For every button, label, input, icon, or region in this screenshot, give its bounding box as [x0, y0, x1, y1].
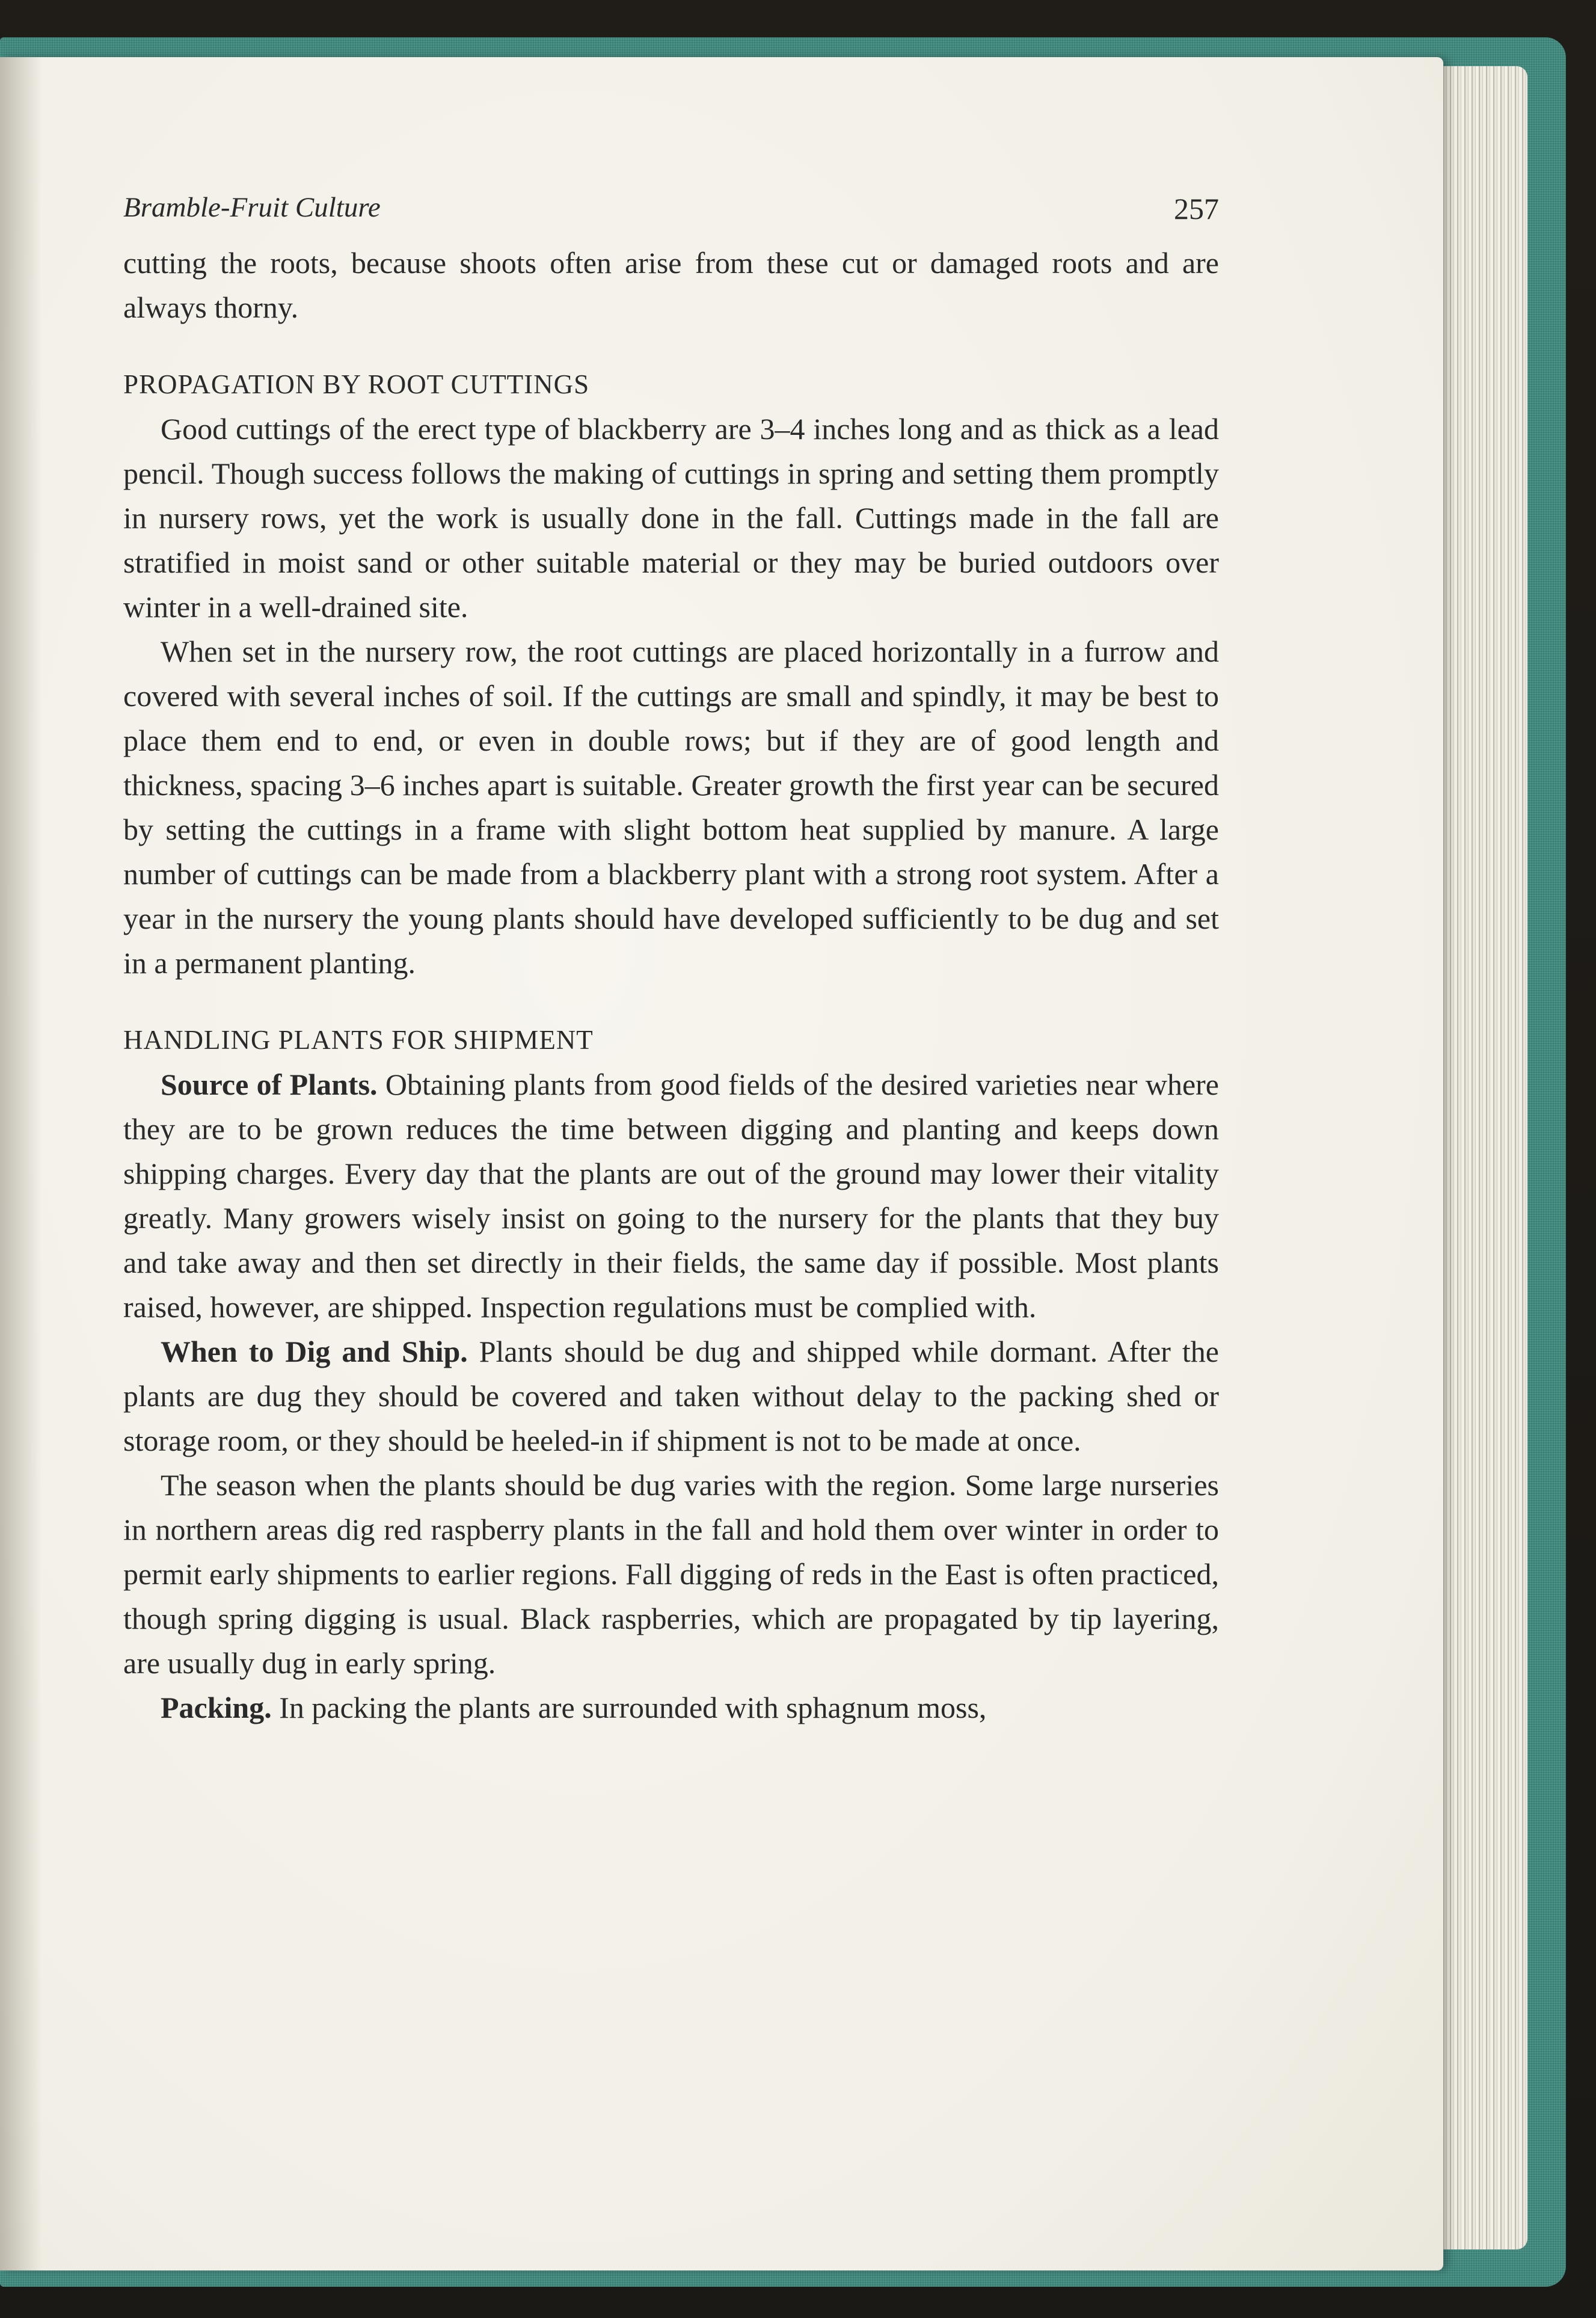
paragraph: When set in the nursery row, the root cuttings are placed horizontally in a furrow and covered with several inches of soil. If the cuttings are small and spindly, it may be best to place them end to end, or even in double rows; but if they are of good length and thickness, spacing 3–6 inches apart is suitable. Greater growth the first year can be secured by setting the cuttings in a frame with slight bottom heat supplied by manure. A large number of cuttings can be made from a blackberry plant with a strong root system. After a year in the nursery the young plants should have developed sufficiently to be dug and set in a permanent planting. [123, 635, 1219, 980]
running-header [123, 191, 1219, 233]
section-gap [123, 985, 1219, 1018]
paragraph: Good cuttings of the erect type of blackberry are 3–4 inches long and as thick as a lead pencil. Though success follows the making of cuttings in spring and setting them promptly in nursery rows, yet the work is usually done in the fall. Cuttings made in the fall are stratified in moist sand or other suitable material or they may be buried outdoors over winter in a well-drained site. [123, 412, 1219, 624]
paragraph-packing [123, 1685, 1219, 1730]
paragraph-text: Plants should be dug and shipped while dormant. After the plants are dug they should be covered and taken without delay to the packing shed or storage room, or they should be heeled-in if shipment is not to be made at once. [123, 1335, 1219, 1457]
intro-paragraph: cutting the roots, because shoots often arise from these cut or damaged roots and are always thorny. [123, 246, 1219, 324]
run-in-heading: When to Dig and Ship. [161, 1335, 468, 1368]
section-heading-propagation: PROPAGATION BY ROOT CUTTINGS [123, 369, 590, 399]
page-body [123, 241, 1219, 1730]
section-gap [123, 330, 1219, 362]
run-in-heading: Packing. [161, 1691, 272, 1724]
paragraph-source-of-plants [123, 1062, 1219, 1329]
section-heading-handling: HANDLING PLANTS FOR SHIPMENT [123, 1025, 594, 1055]
spine-shadow [0, 57, 42, 2270]
paragraph-text: In packing the plants are surrounded with sphagnum moss, [279, 1691, 987, 1724]
paragraph-text: Obtaining plants from good fields of the desired varieties near where they are to be grown reduces the time between digging and planting and keeps down shipping charges. Every day that the plants are out of the ground may lower their vitality greatly. Many growers wisely insist on going to the nursery for the plants that they buy and take away and then set directly in their fields, the same day if possible. Most plants raised, however, are shipped. Inspection regulations must be complied with. [123, 1068, 1220, 1324]
run-in-heading: Source of Plants. [161, 1068, 378, 1101]
paragraph-when-to-dig [123, 1329, 1219, 1463]
running-title: Bramble-Fruit Culture [123, 192, 381, 223]
page-number: 257 [1174, 192, 1219, 226]
paragraph-season: The season when the plants should be dug varies with the region. Some large nurseries in northern areas dig red raspberry plants in the fall and hold them over winter in order to permit early shipments to earlier regions. Fall digging of reds in the East is often practiced, though spring digging is usual. Black raspberries, which are propagated by tip layering, are usually dug in early spring. [123, 1468, 1219, 1680]
